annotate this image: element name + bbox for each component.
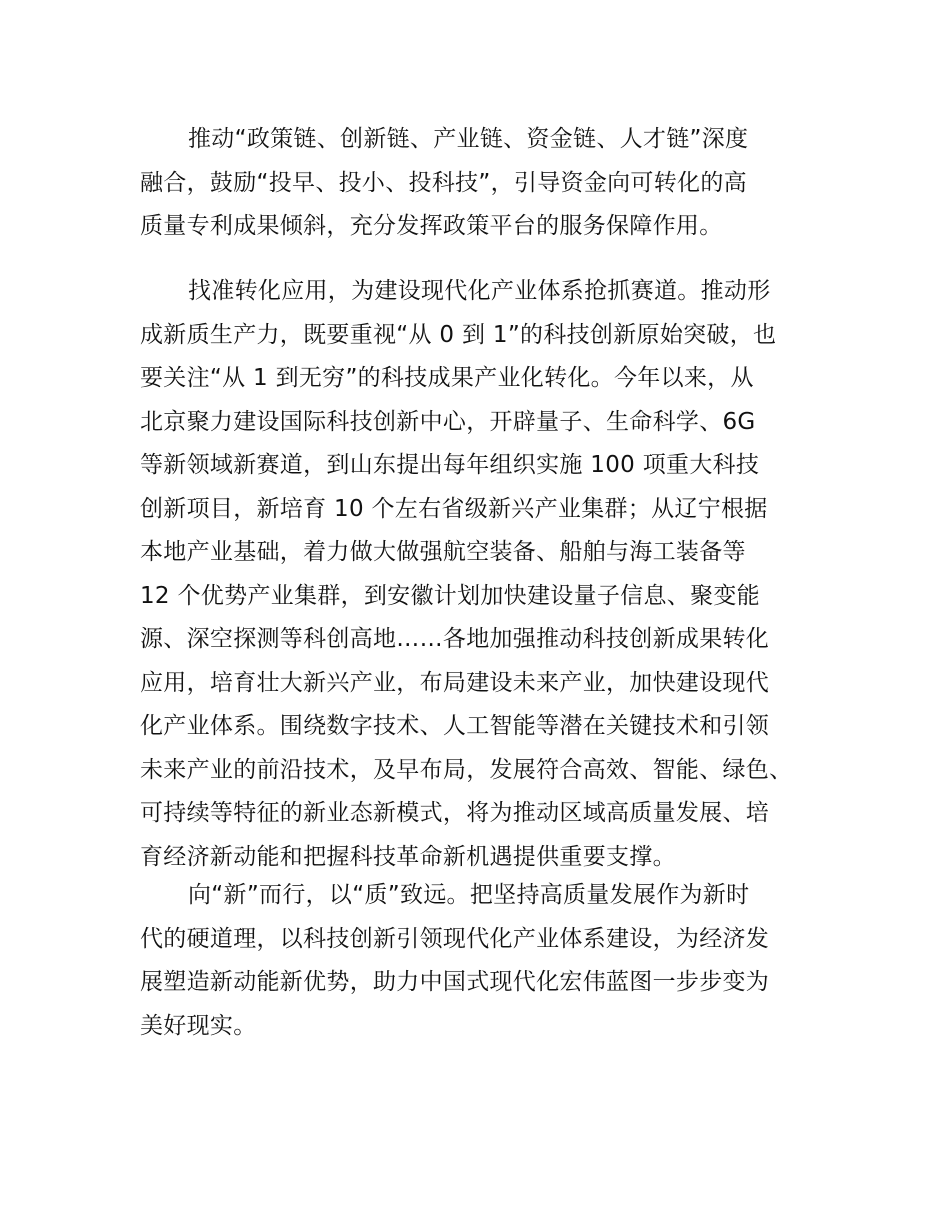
text-line: 向“新”而行，以“质”致远。把坚持高质量发展作为新时 [188,882,750,908]
text-line: 化产业体系。围绕数字技术、人工智能等潜在关键技术和引领 [140,713,770,739]
text-line: 源、深空探测等科创高地……各地加强推动科技创新成果转化 [140,626,770,652]
text-line: 应用，培育壮大新兴产业，布局建设未来产业，加快建设现代 [140,669,770,696]
text-line: 北京聚力建设国际科技创新中心，开辟量子、生命科学、6G [140,408,756,435]
paragraph-conversion-application [140,270,840,879]
text-line: 展塑造新动能新优势，助力中国式现代化宏伟蓝图一步步变为 [140,969,770,995]
text-line: 找准转化应用，为建设现代化产业体系抢抓赛道。推动形 [188,278,771,304]
paragraph-conclusion [140,874,840,1048]
paragraph-policy-chain [140,118,840,249]
text-line: 等新领域新赛道，到山东提出每年组织实施 100 项重大科技 [140,452,760,478]
text-line: 未来产业的前沿技术，及早布局，发展符合高效、智能、绿色、 [140,756,793,783]
text-line: 可持续等特征的新业态新模式，将为推动区域高质量发展、培 [140,800,770,826]
text-line: 推动“政策链、创新链、产业链、资金链、人才链”深度 [188,126,749,152]
text-line: 创新项目，新培育 10 个左右省级新兴产业集群；从辽宁根据 [140,495,768,522]
text-line: 融合，鼓励“投早、投小、投科技”，引导资金向可转化的高 [140,169,747,196]
text-line: 成新质生产力，既要重视“从 0 到 1”的科技创新原始突破，也 [140,321,777,348]
text-line: 质量专利成果倾斜，充分发挥政策平台的服务保障作用。 [140,213,723,239]
text-line: 代的硬道理，以科技创新引领现代化产业体系建设，为经济发 [140,925,770,952]
text-line: 要关注“从 1 到无穷”的科技成果产业化转化。今年以来，从 [140,365,754,391]
text-line: 本地产业基础，着力做大做强航空装备、船舶与海工装备等 [140,539,746,565]
text-line: 美好现实。 [140,1012,257,1039]
text-line: 育经济新动能和把握科技革命新机遇提供重要支撑。 [140,843,676,870]
text-line: 12 个优势产业集群，到安徽计划加快建设量子信息、聚变能 [140,582,760,609]
